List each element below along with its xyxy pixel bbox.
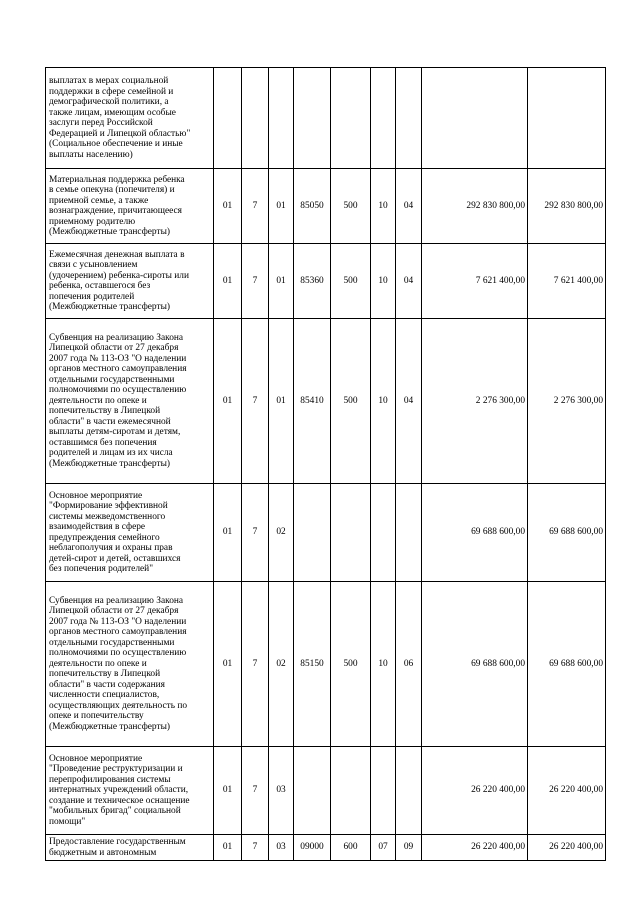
description-line: связи с усыновлением [49, 260, 138, 270]
description-line: отдельными государственными [49, 374, 175, 385]
description-line: оставшимся без попечения [49, 437, 157, 448]
description-line: 2007 года № 113-ОЗ "О наделении [49, 353, 187, 364]
program-code-cell: 01 [214, 169, 242, 244]
subprogram-code-cell: 7 [242, 484, 269, 582]
description-line: бюджетным и автономным [49, 847, 157, 858]
description-line: приемному родителю [49, 216, 136, 227]
description-line: опеке и попечительству [49, 711, 144, 722]
amount-total-cell: 26 220 400,00 [528, 835, 606, 861]
description-cell [46, 319, 214, 484]
description-line: неблагополучия и охраны прав [49, 543, 173, 553]
description-cell [46, 747, 214, 835]
description-line: полномочиями по осуществлению [49, 385, 187, 396]
expense-type-cell [331, 747, 371, 835]
amount-total-cell [528, 68, 606, 169]
subsection-cell: 06 [396, 582, 422, 747]
direction-code-cell: 09000 [294, 835, 331, 861]
description-line: поддержки в сфере семейной и [49, 86, 174, 97]
description-line: родителей и лицам из их числа [49, 448, 173, 459]
amount-total-cell: 26 220 400,00 [528, 747, 606, 835]
table-row [46, 319, 606, 484]
description-line: выплатах в мерах социальной [49, 76, 169, 86]
description-line: Основное мероприятие [49, 753, 143, 764]
description-line: области" в части содержания [49, 679, 165, 690]
subsection-cell [396, 747, 422, 835]
event-code-cell: 02 [269, 484, 294, 582]
event-code-cell: 01 [269, 169, 294, 244]
description-line: выплаты населению) [49, 149, 133, 160]
direction-code-cell: 85150 [294, 582, 331, 747]
description-line: (Межбюджетные трансферты) [49, 302, 171, 312]
subprogram-code-cell: 7 [242, 244, 269, 319]
subsection-cell [396, 68, 422, 169]
program-code-cell: 01 [214, 244, 242, 319]
table-row [46, 244, 606, 319]
event-code-cell: 01 [269, 244, 294, 319]
description-line: Предоставление государственным [49, 837, 186, 847]
table-row [46, 582, 606, 747]
description-cell [46, 582, 214, 747]
subprogram-code-cell: 7 [242, 169, 269, 244]
description-line: Основное мероприятие [49, 490, 143, 501]
description-line: органов местного самоуправления [49, 627, 187, 638]
description-line: создание и техническое оснащение [49, 795, 190, 806]
description-line: выплаты детям-сиротам и детям, [49, 427, 181, 438]
direction-code-cell: 85050 [294, 169, 331, 244]
direction-code-cell [294, 747, 331, 835]
description-line: заслуги перед Российской [49, 118, 153, 128]
amount-cell: 292 830 800,00 [422, 169, 528, 244]
expense-type-cell [331, 68, 371, 169]
description-line: Липецкой области от 27 декабря [49, 343, 179, 354]
amount-cell: 26 220 400,00 [422, 747, 528, 835]
program-code-cell [214, 68, 242, 169]
event-code-cell: 03 [269, 747, 294, 835]
description-line: деятельности по опеке и [49, 658, 147, 669]
section-cell: 10 [371, 319, 396, 484]
description-line: (Межбюджетные трансферты) [49, 721, 171, 732]
description-line: (Социальное обеспечение и иные [49, 139, 183, 149]
event-code-cell: 03 [269, 835, 294, 861]
table-row [46, 68, 606, 169]
amount-cell: 7 621 400,00 [422, 244, 528, 319]
event-code-cell: 01 [269, 319, 294, 484]
description-line: взаимодействия в сфере [49, 522, 146, 532]
description-cell [46, 169, 214, 244]
description-line: "мобильных бригад" социальной [49, 806, 181, 817]
section-cell [371, 484, 396, 582]
subsection-cell: 09 [396, 835, 422, 861]
amount-cell [422, 68, 528, 169]
direction-code-cell: 85410 [294, 319, 331, 484]
table-body [46, 68, 606, 861]
expense-type-cell: 500 [331, 319, 371, 484]
amount-cell: 69 688 600,00 [422, 582, 528, 747]
description-line: демографической политики, а [49, 97, 169, 107]
description-line: попечительству в Липецкой [49, 406, 161, 417]
description-line: Материальная поддержка ребенка [49, 174, 185, 185]
subprogram-code-cell: 7 [242, 835, 269, 861]
description-line: 2007 года № 113-ОЗ "О наделении [49, 616, 187, 627]
description-line: помощи" [49, 816, 86, 827]
amount-cell: 26 220 400,00 [422, 835, 528, 861]
section-cell: 07 [371, 835, 396, 861]
expense-type-cell: 500 [331, 169, 371, 244]
description-line: Федерацией и Липецкой областью" [49, 128, 191, 139]
description-line: органов местного самоуправления [49, 364, 187, 375]
description-line: попечительству в Липецкой [49, 669, 161, 680]
description-line: вознаграждение, причитающееся [49, 206, 182, 216]
section-cell [371, 747, 396, 835]
description-cell [46, 244, 214, 319]
program-code-cell: 01 [214, 484, 242, 582]
table-row [46, 484, 606, 582]
expense-type-cell: 500 [331, 244, 371, 319]
subsection-cell: 04 [396, 319, 422, 484]
description-cell [46, 68, 214, 169]
program-code-cell: 01 [214, 319, 242, 484]
subprogram-code-cell: 7 [242, 582, 269, 747]
description-line: системы межведомственного [49, 511, 166, 522]
description-cell [46, 835, 214, 861]
expense-type-cell: 600 [331, 835, 371, 861]
description-line: без попечения родителей" [49, 564, 154, 574]
description-line: в семье опекуна (попечителя) и [49, 185, 175, 195]
section-cell: 10 [371, 582, 396, 747]
program-code-cell: 01 [214, 582, 242, 747]
amount-total-cell: 7 621 400,00 [528, 244, 606, 319]
event-code-cell [269, 68, 294, 169]
expense-type-cell: 500 [331, 582, 371, 747]
description-line: отдельными государственными [49, 637, 175, 648]
description-line: "Проведение реструктуризации и [49, 764, 183, 775]
description-line: интернатных учреждений области, [49, 785, 189, 796]
expense-type-cell [331, 484, 371, 582]
description-line: осуществляющих деятельность по [49, 700, 188, 711]
section-cell: 10 [371, 244, 396, 319]
amount-cell: 2 276 300,00 [422, 319, 528, 484]
subprogram-code-cell: 7 [242, 747, 269, 835]
table-row [46, 747, 606, 835]
description-line: приемной семье, а также [49, 195, 149, 206]
amount-total-cell: 69 688 600,00 [528, 582, 606, 747]
description-line: (Межбюджетные трансферты) [49, 458, 171, 469]
subsection-cell: 04 [396, 169, 422, 244]
description-line: "Формирование эффективной [49, 501, 168, 511]
description-line: полномочиями по осуществлению [49, 648, 187, 659]
description-line: детей-сирот и детей, оставшихся [49, 553, 181, 564]
description-line: также лицам, имеющим особые [49, 107, 176, 118]
description-line: Ежемесячная денежная выплата в [49, 249, 185, 260]
description-line: Липецкой области от 27 декабря [49, 606, 179, 617]
description-cell [46, 484, 214, 582]
program-code-cell: 01 [214, 747, 242, 835]
description-line: Субвенция на реализацию Закона [49, 595, 184, 606]
budget-table [45, 67, 606, 861]
table-row [46, 835, 606, 861]
description-line: ребенка, оставшегося без [49, 281, 151, 291]
table-row [46, 169, 606, 244]
amount-total-cell: 69 688 600,00 [528, 484, 606, 582]
amount-total-cell: 2 276 300,00 [528, 319, 606, 484]
subsection-cell [396, 484, 422, 582]
section-cell: 10 [371, 169, 396, 244]
subprogram-code-cell: 7 [242, 319, 269, 484]
description-line: предупреждения семейного [49, 532, 160, 543]
amount-cell: 69 688 600,00 [422, 484, 528, 582]
program-code-cell: 01 [214, 835, 242, 861]
direction-code-cell [294, 68, 331, 169]
description-line: деятельности по опеке и [49, 395, 147, 406]
description-line: (удочерением) ребенка-сироты или [49, 270, 190, 281]
direction-code-cell [294, 484, 331, 582]
subprogram-code-cell [242, 68, 269, 169]
description-line: численности специалистов, [49, 690, 160, 701]
amount-total-cell: 292 830 800,00 [528, 169, 606, 244]
description-line: перепрофилирования системы [49, 774, 171, 785]
event-code-cell: 02 [269, 582, 294, 747]
subsection-cell: 04 [396, 244, 422, 319]
description-line: области" в части ежемесячной [49, 416, 171, 427]
direction-code-cell: 85360 [294, 244, 331, 319]
description-line: попечения родителей [49, 291, 135, 302]
section-cell [371, 68, 396, 169]
description-line: (Межбюджетные трансферты) [49, 227, 171, 237]
description-line: Субвенция на реализацию Закона [49, 332, 184, 343]
